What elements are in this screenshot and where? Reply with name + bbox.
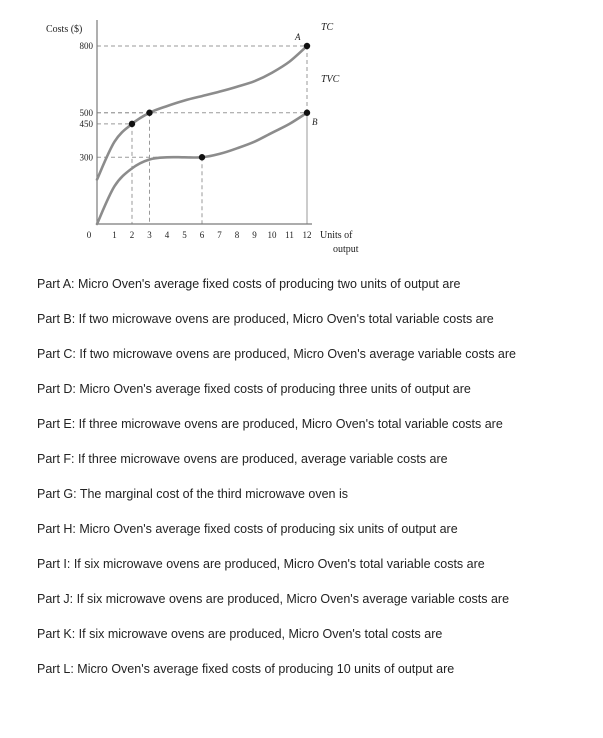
x-tick-label: 11 bbox=[285, 230, 294, 240]
question-item: Part D: Micro Oven's average fixed costs of producing three units of output are bbox=[37, 382, 471, 396]
question-item: Part L: Micro Oven's average fixed costs of producing 10 units of output are bbox=[37, 662, 455, 676]
x-tick-label: 6 bbox=[199, 230, 205, 240]
x-tick-label: 9 bbox=[252, 230, 257, 240]
x-axis-label-line-1: Units of bbox=[320, 230, 353, 241]
tc-curve-label: TC bbox=[321, 22, 334, 33]
x-tick-label: 2 bbox=[129, 230, 135, 240]
data-point bbox=[146, 110, 152, 116]
data-point bbox=[304, 43, 310, 49]
x-tick-label: 10 bbox=[267, 230, 277, 240]
question-item: Part E: If three microwave ovens are produced, Micro Oven's total variable costs are bbox=[37, 417, 503, 431]
point-label-b: B bbox=[312, 116, 318, 127]
y-tick-label: 800 bbox=[79, 41, 93, 51]
tvc-curve-label: TVC bbox=[321, 73, 340, 85]
x-tick-label: 4 bbox=[164, 230, 170, 240]
y-axis-label: Costs ($) bbox=[46, 24, 83, 35]
y-tick-label: 500 bbox=[79, 107, 93, 118]
cost-curves-chart bbox=[0, 0, 603, 262]
question-item: Part I: If six microwave ovens are produced, Micro Oven's total variable costs are bbox=[37, 557, 485, 571]
x-tick-label: 8 bbox=[234, 230, 240, 240]
question-item: Part A: Micro Oven's average fixed costs of producing two units of output are bbox=[37, 277, 461, 291]
data-point bbox=[129, 121, 135, 127]
question-item: Part K: If six microwave ovens are produced, Micro Oven's total costs are bbox=[37, 627, 443, 641]
question-item: Part F: If three microwave ovens are produced, average variable costs are bbox=[37, 452, 448, 466]
x-axis-label-line-2: output bbox=[333, 244, 359, 255]
data-point bbox=[304, 110, 310, 116]
x-tick-label: 12 bbox=[302, 230, 312, 240]
question-list bbox=[37, 272, 516, 692]
x-tick-label: 7 bbox=[217, 230, 222, 240]
question-item: Part G: The marginal cost of the third microwave oven is bbox=[37, 487, 349, 501]
data-point bbox=[199, 154, 205, 160]
y-tick-label: 300 bbox=[79, 152, 93, 163]
question-item: Part C: If two microwave ovens are produced, Micro Oven's average variable costs are bbox=[37, 347, 516, 361]
question-item: Part J: If six microwave ovens are produced, Micro Oven's average variable costs are bbox=[37, 592, 510, 606]
y-tick-label: 450 bbox=[79, 118, 93, 129]
x-tick-label: 0 bbox=[86, 230, 92, 240]
question-item: Part B: If two microwave ovens are produced, Micro Oven's total variable costs are bbox=[37, 312, 494, 326]
x-tick-label: 1 bbox=[112, 230, 117, 240]
question-item: Part H: Micro Oven's average fixed costs of producing six units of output are bbox=[37, 522, 458, 536]
x-tick-label: 3 bbox=[147, 230, 152, 240]
x-tick-label: 5 bbox=[182, 230, 187, 240]
point-label-a: A bbox=[295, 32, 301, 42]
